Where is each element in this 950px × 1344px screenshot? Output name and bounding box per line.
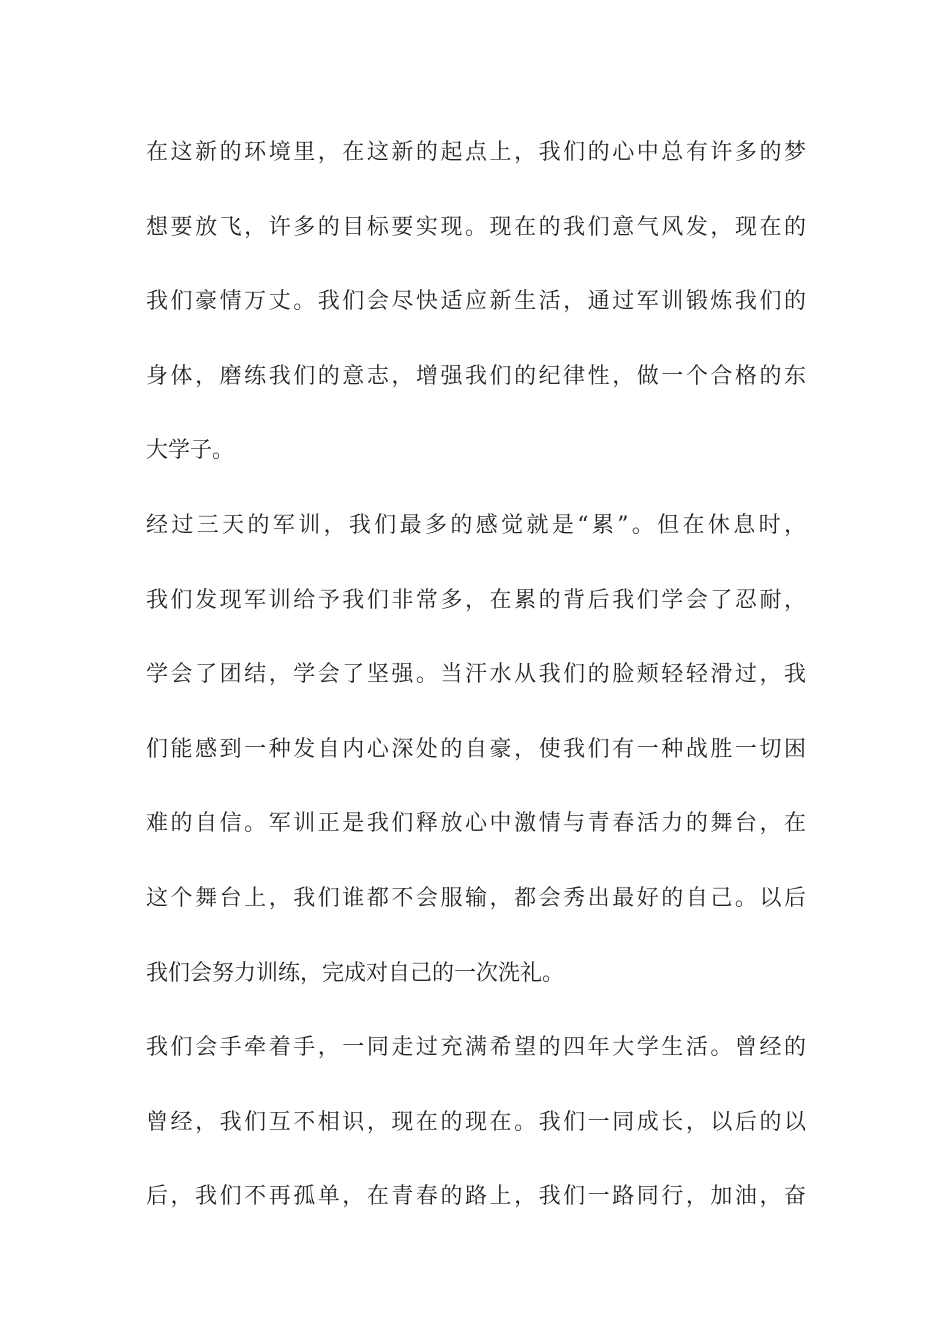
text-line: 身体，磨练我们的意志，增强我们的纪律性，做一个合格的东	[146, 363, 806, 389]
text-line: 这个舞台上，我们谁都不会服输，都会秀出最好的自己。以后	[146, 885, 806, 911]
text-line: 经过三天的军训，我们最多的感觉就是“累”。但在休息时，	[146, 512, 806, 538]
text-line: 在这新的环境里，在这新的起点上，我们的心中总有许多的梦	[146, 140, 806, 165]
text-line: 我们豪情万丈。我们会尽快适应新生活，通过军训锻炼我们的	[146, 289, 806, 315]
text-line: 后，我们不再孤单，在青春的路上，我们一路同行，加油，奋	[146, 1184, 806, 1210]
text-line: 我们发现军训给予我们非常多，在累的背后我们学会了忍耐，	[146, 587, 806, 613]
text-line: 曾经，我们互不相识，现在的现在。我们一同成长，以后的以	[146, 1109, 806, 1135]
text-line: 想要放飞，许多的目标要实现。现在的我们意气风发，现在的	[146, 214, 806, 240]
text-line: 我们会手牵着手，一同走过充满希望的四年大学生活。曾经的	[146, 1035, 806, 1061]
text-line: 们能感到一种发自内心深处的自豪，使我们有一种战胜一切困	[146, 736, 806, 762]
text-line: 难的自信。军训正是我们释放心中激情与青春活力的舞台，在	[146, 811, 806, 837]
body-text	[146, 128, 806, 1247]
text-line: 我们会努力训练，完成对自己的一次洗礼。	[146, 960, 565, 986]
text-line: 大学子。	[146, 438, 235, 464]
text-line: 学会了团结，学会了坚强。当汗水从我们的脸颊轻轻滑过，我	[146, 662, 806, 688]
